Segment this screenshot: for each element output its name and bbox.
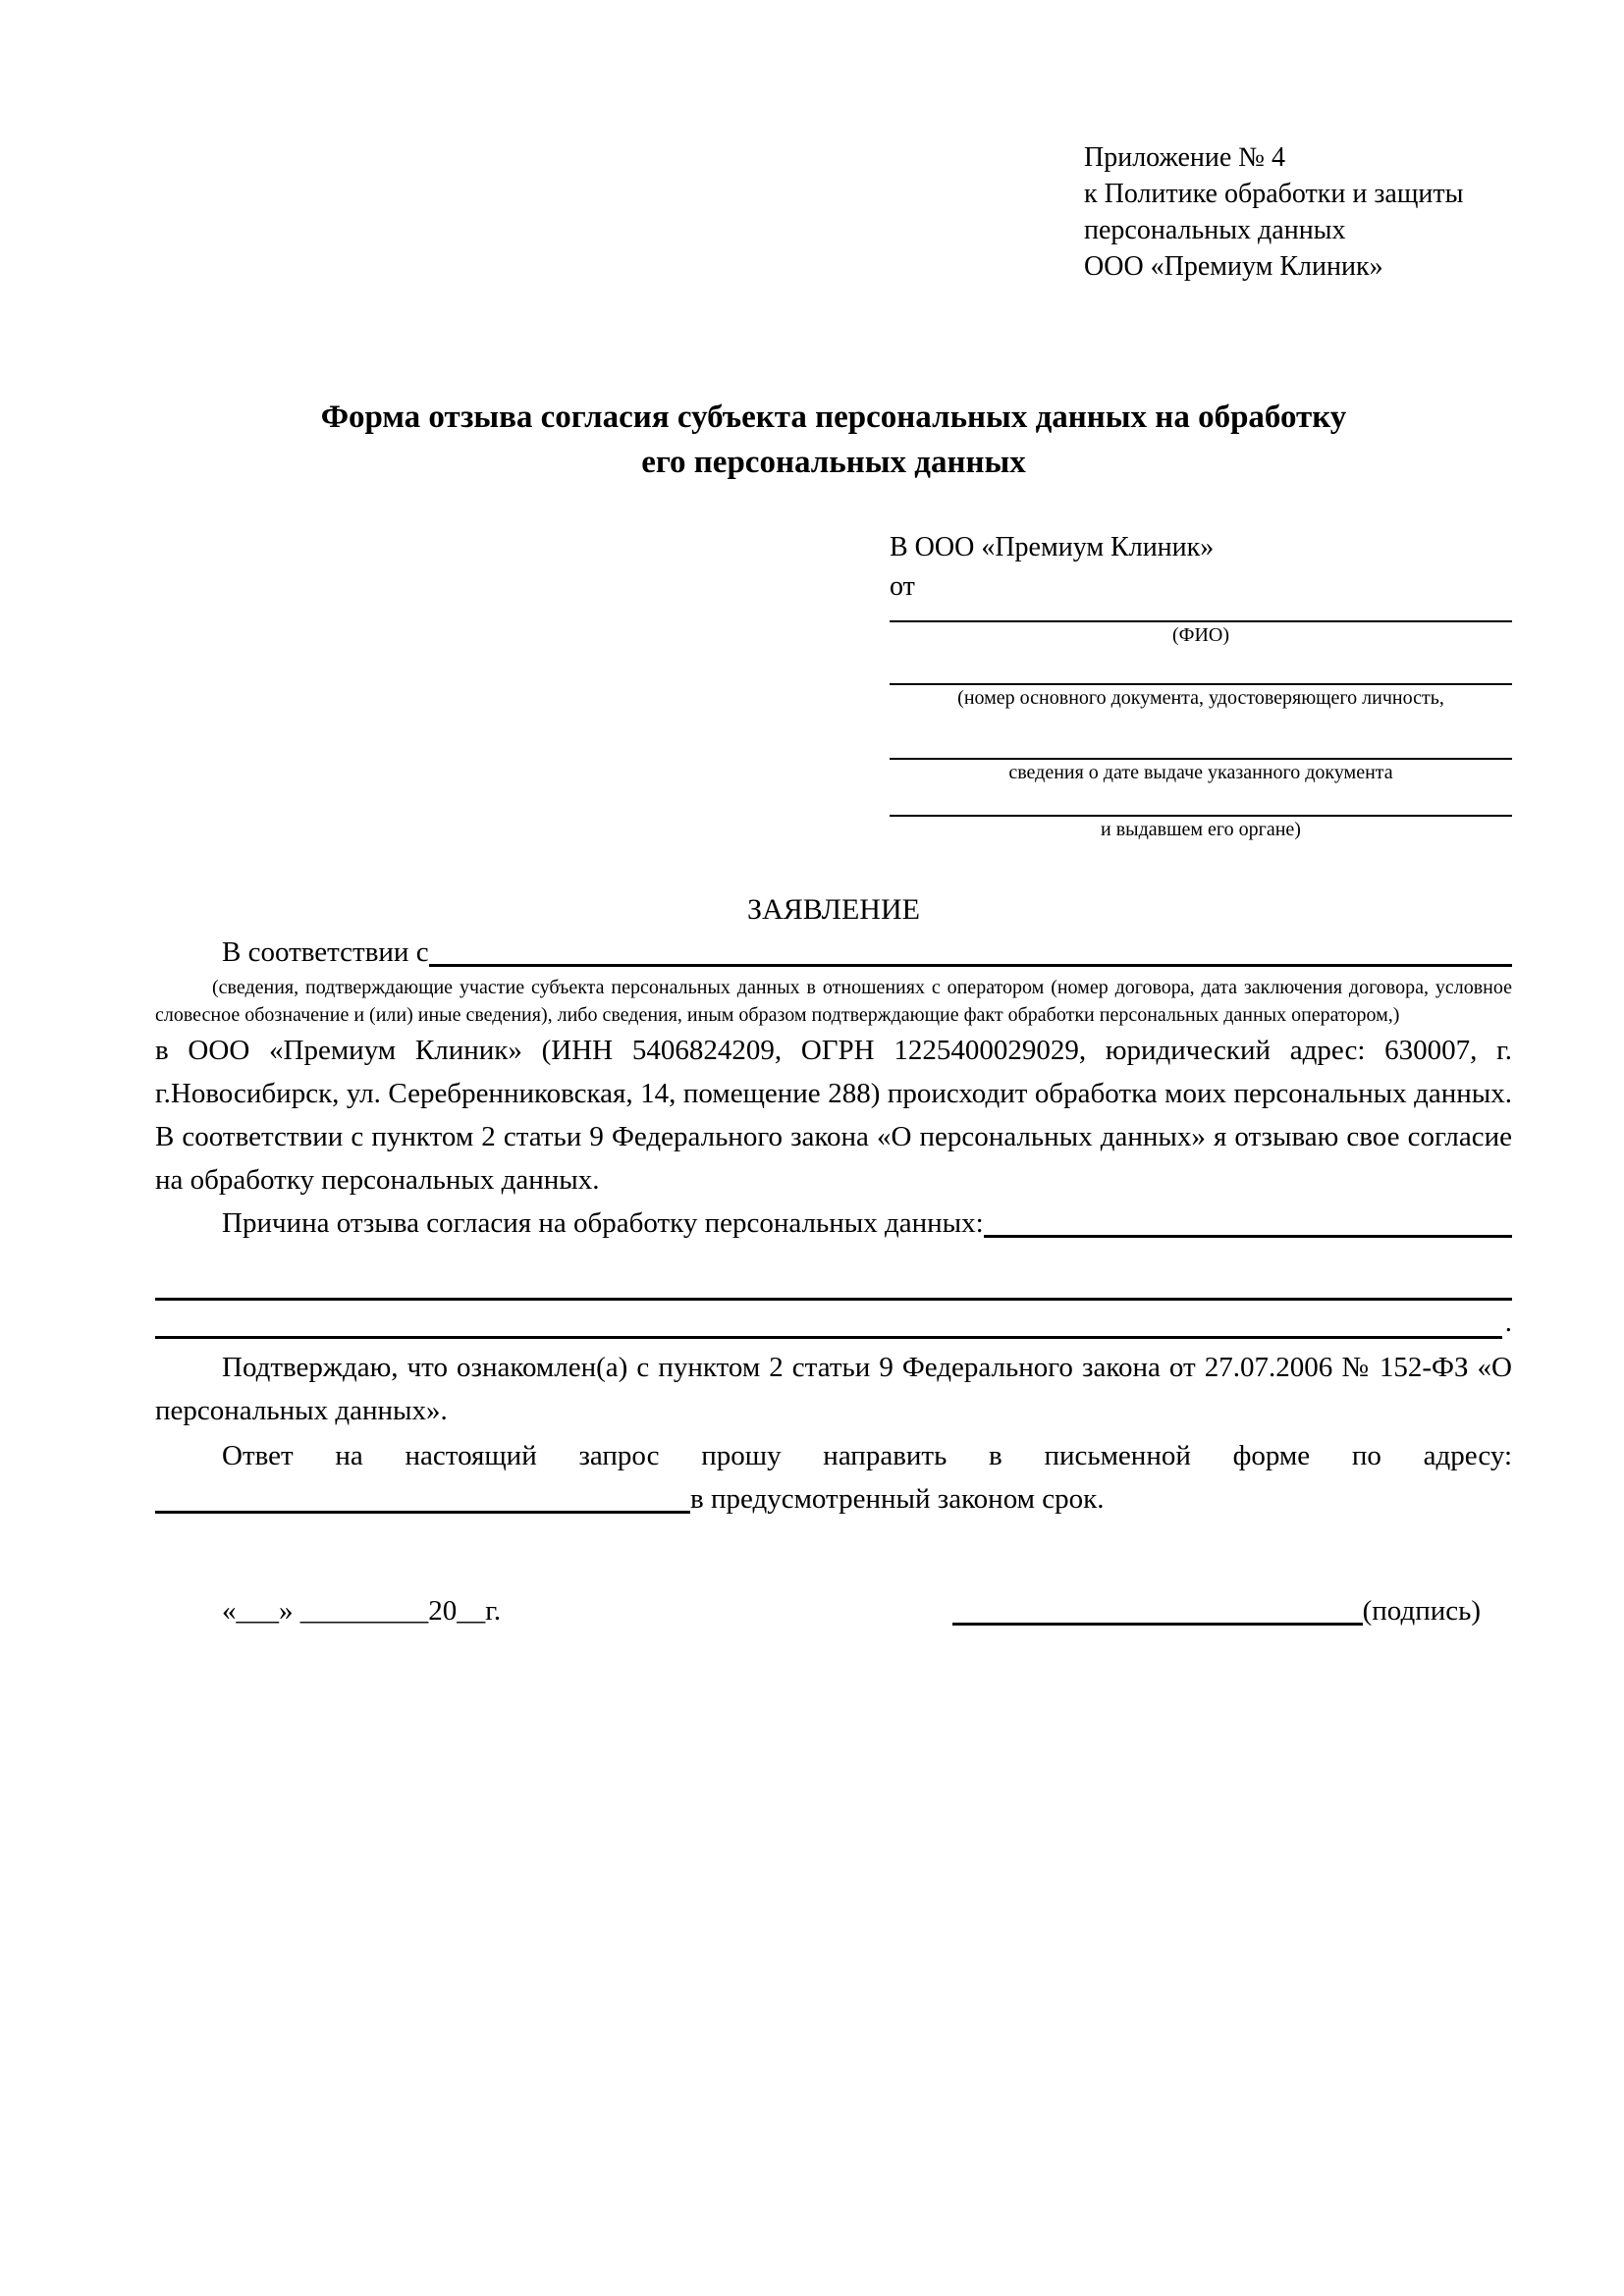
reason-blank-line-1: [155, 1266, 1512, 1301]
address-blank-field: [155, 1511, 690, 1514]
footer: [155, 1589, 1512, 1632]
footnote: (сведения, подтверждающие участие субъекта персональных данных в отношениях с оператором (номер договора, дата заключения договора, условное словесное обозначение и (или) иные сведения), либо сведения, иным образом подтверждающие факт обработки персональных данных оператором,): [155, 977, 1512, 1026]
document-title-line-1: Форма отзыва согласия субъекта персональных данных на обработку: [320, 400, 1347, 435]
blank-line-period: .: [1504, 1307, 1512, 1338]
appendix-header-line: ООО «Премиум Клиник»: [1084, 251, 1383, 282]
appendix-header-line: Приложение № 4: [1084, 142, 1285, 173]
response-request-paragraph: Ответ на настоящий запрос прошу направить в письменной форме по адресу:: [222, 1440, 1512, 1471]
response-suffix: в предусмотренный законом срок.: [690, 1483, 1105, 1515]
document-issuer-blank-field: [890, 785, 1512, 817]
body-paragraph: в ООО «Премиум Клиник» (ИНН 5406824209, ОГРН 1225400029029, юридический адрес: 630007, г. г.Новосибирск, ул. Серебренниковская, 14, помещение 288) происходит обработка моих персональных данных. В соответствии с пунктом 2 статьи 9 Федерального закона «О персональных данных» я отзываю свое согласие на обработку персональных данных.: [155, 1035, 1512, 1196]
document-title-line-2: его персональных данных: [641, 445, 1026, 480]
fio-caption: (ФИО): [1171, 624, 1229, 646]
confirmation-paragraph: Подтверждаю, что ознакомлен(а) с пунктом 2 статьи 9 Федерального закона от 27.07.2006 № 152-ФЗ «О персональных данных».: [155, 1352, 1512, 1426]
reason-line: [155, 1201, 1512, 1245]
appendix-header: [1084, 139, 1512, 285]
document-issue-date-blank-field: [890, 711, 1512, 760]
reason-blank-field: [984, 1235, 1512, 1238]
statement-heading: ЗАЯВЛЕНИЕ: [747, 893, 920, 926]
fio-blank-field: [890, 607, 1512, 622]
addressee-to: В ООО «Премиум Клиник»: [890, 532, 1215, 562]
document-issue-date-caption: сведения о дате выдаче указанного документа: [1008, 762, 1393, 783]
reason-label: Причина отзыва согласия на обработку персональных данных:: [222, 1207, 984, 1239]
reason-blank-line-2: [155, 1301, 1512, 1344]
document-issuer-caption: и выдавшем его органе): [1101, 819, 1301, 840]
document-number-caption: (номер основного документа, удостоверяющего личность,: [957, 687, 1444, 709]
response-address-line: [155, 1477, 1512, 1521]
reason-blank-line-2-rule: [155, 1336, 1502, 1339]
appendix-header-line: персональных данных: [1084, 215, 1346, 245]
signature-blank-field: [952, 1623, 1363, 1626]
appendix-header-line: к Политике обработки и защиты: [1084, 179, 1464, 209]
date-blank-field: «___» _________20__г.: [222, 1595, 502, 1627]
signature-group: [952, 1589, 1481, 1632]
addressee-from-label: от: [890, 571, 915, 602]
intro-prefix: В соответствии с: [222, 936, 429, 968]
signature-caption: (подпись): [1362, 1595, 1481, 1627]
addressee-block: [890, 528, 1512, 842]
document-number-blank-field: [890, 648, 1512, 685]
document-title: [155, 395, 1512, 485]
intro-blank-field: [429, 964, 1512, 967]
intro-line: [155, 931, 1512, 974]
